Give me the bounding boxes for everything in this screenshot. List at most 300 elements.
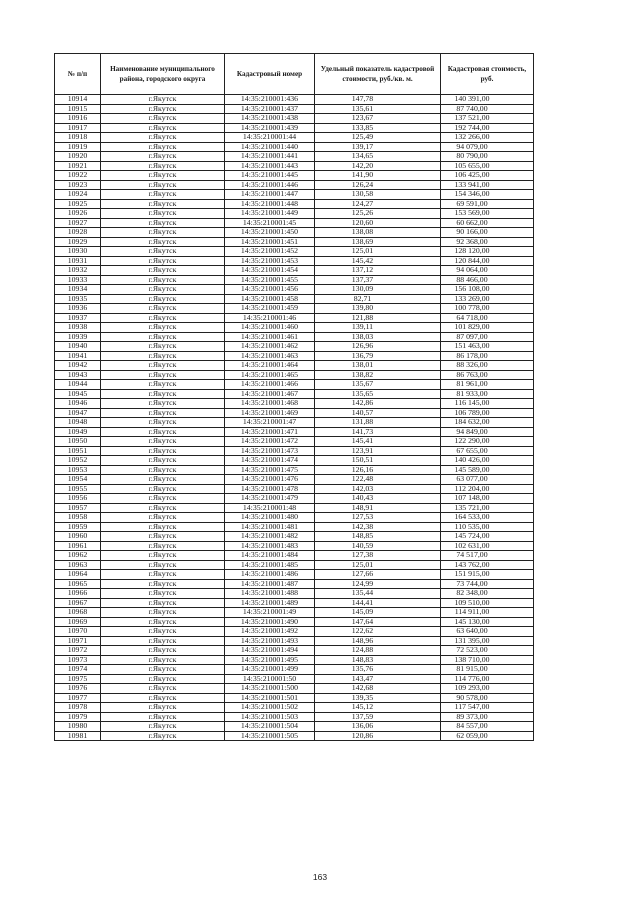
cadastral-value-cell: 112 204,00 (441, 484, 534, 494)
cadastral-number-cell: 14:35:210001:465 (225, 370, 315, 380)
specific-value-cell: 142,86 (315, 399, 441, 409)
municipality-cell: г.Якутск (101, 180, 225, 190)
cadastral-value-cell: 114 776,00 (441, 674, 534, 684)
table-row (55, 256, 534, 266)
row-number-cell: 10975 (55, 674, 101, 684)
cadastral-value-cell: 90 166,00 (441, 228, 534, 238)
specific-value-cell: 135,44 (315, 589, 441, 599)
row-number-cell: 10928 (55, 228, 101, 238)
cadastral-value-cell: 154 346,00 (441, 190, 534, 200)
cadastral-value-cell: 81 933,00 (441, 389, 534, 399)
table-row (55, 484, 534, 494)
cadastral-value-cell: 69 591,00 (441, 199, 534, 209)
municipality-cell: г.Якутск (101, 304, 225, 314)
table-row (55, 693, 534, 703)
specific-value-cell: 120,86 (315, 731, 441, 741)
cadastral-number-cell: 14:35:210001:458 (225, 294, 315, 304)
row-number-cell: 10950 (55, 437, 101, 447)
cadastral-number-cell: 14:35:210001:494 (225, 646, 315, 656)
municipality-cell: г.Якутск (101, 237, 225, 247)
row-number-cell: 10972 (55, 646, 101, 656)
table-row (55, 418, 534, 428)
cadastral-number-cell: 14:35:210001:464 (225, 361, 315, 371)
cadastral-number-cell: 14:35:210001:479 (225, 494, 315, 504)
municipality-cell: г.Якутск (101, 655, 225, 665)
cadastral-number-cell: 14:35:210001:451 (225, 237, 315, 247)
row-number-cell: 10973 (55, 655, 101, 665)
cadastral-value-cell: 140 426,00 (441, 456, 534, 466)
cadastral-value-cell: 92 368,00 (441, 237, 534, 247)
municipality-cell: г.Якутск (101, 228, 225, 238)
specific-value-cell: 124,99 (315, 579, 441, 589)
municipality-cell: г.Якутск (101, 579, 225, 589)
row-number-cell: 10926 (55, 209, 101, 219)
municipality-cell: г.Якутск (101, 332, 225, 342)
cadastral-value-cell: 88 326,00 (441, 361, 534, 371)
row-number-cell: 10969 (55, 617, 101, 627)
header-municipality: Наименование муниципального района, городского округа (101, 54, 225, 95)
cadastral-value-cell: 151 463,00 (441, 342, 534, 352)
table-header-row (55, 54, 534, 95)
specific-value-cell: 140,59 (315, 541, 441, 551)
row-number-cell: 10944 (55, 380, 101, 390)
specific-value-cell: 134,65 (315, 152, 441, 162)
table-row (55, 399, 534, 409)
cadastral-number-cell: 14:35:210001:45 (225, 218, 315, 228)
municipality-cell: г.Якутск (101, 494, 225, 504)
specific-value-cell: 137,12 (315, 266, 441, 276)
cadastral-number-cell: 14:35:210001:455 (225, 275, 315, 285)
row-number-cell: 10936 (55, 304, 101, 314)
table-row (55, 180, 534, 190)
row-number-cell: 10976 (55, 684, 101, 694)
table-row (55, 532, 534, 542)
row-number-cell: 10930 (55, 247, 101, 257)
municipality-cell: г.Якутск (101, 408, 225, 418)
cadastral-number-cell: 14:35:210001:495 (225, 655, 315, 665)
cadastral-value-cell: 145 130,00 (441, 617, 534, 627)
row-number-cell: 10974 (55, 665, 101, 675)
specific-value-cell: 135,61 (315, 104, 441, 114)
cadastral-value-cell: 120 844,00 (441, 256, 534, 266)
cadastral-number-cell: 14:35:210001:440 (225, 142, 315, 152)
cadastral-number-cell: 14:35:210001:501 (225, 693, 315, 703)
table-row (55, 589, 534, 599)
table-row (55, 380, 534, 390)
table-row (55, 275, 534, 285)
row-number-cell: 10920 (55, 152, 101, 162)
row-number-cell: 10942 (55, 361, 101, 371)
row-number-cell: 10958 (55, 513, 101, 523)
row-number-cell: 10962 (55, 551, 101, 561)
municipality-cell: г.Якутск (101, 522, 225, 532)
row-number-cell: 10943 (55, 370, 101, 380)
cadastral-number-cell: 14:35:210001:493 (225, 636, 315, 646)
cadastral-value-cell: 143 762,00 (441, 560, 534, 570)
header-row-number: № п/п (55, 54, 101, 95)
cadastral-value-cell: 73 744,00 (441, 579, 534, 589)
municipality-cell: г.Якутск (101, 598, 225, 608)
row-number-cell: 10953 (55, 465, 101, 475)
table-row (55, 636, 534, 646)
table-row (55, 304, 534, 314)
specific-value-cell: 139,80 (315, 304, 441, 314)
specific-value-cell: 140,57 (315, 408, 441, 418)
table-row (55, 323, 534, 333)
row-number-cell: 10922 (55, 171, 101, 181)
municipality-cell: г.Якутск (101, 247, 225, 257)
municipality-cell: г.Якутск (101, 465, 225, 475)
row-number-cell: 10945 (55, 389, 101, 399)
specific-value-cell: 142,68 (315, 684, 441, 694)
table-row (55, 161, 534, 171)
cadastral-value-table (54, 53, 534, 741)
cadastral-value-cell: 82 348,00 (441, 589, 534, 599)
cadastral-number-cell: 14:35:210001:459 (225, 304, 315, 314)
municipality-cell: г.Якутск (101, 323, 225, 333)
row-number-cell: 10914 (55, 95, 101, 105)
table-row (55, 494, 534, 504)
specific-value-cell: 135,76 (315, 665, 441, 675)
specific-value-cell: 137,59 (315, 712, 441, 722)
row-number-cell: 10980 (55, 722, 101, 732)
cadastral-value-cell: 94 064,00 (441, 266, 534, 276)
cadastral-value-cell: 145 589,00 (441, 465, 534, 475)
row-number-cell: 10915 (55, 104, 101, 114)
cadastral-number-cell: 14:35:210001:447 (225, 190, 315, 200)
row-number-cell: 10932 (55, 266, 101, 276)
specific-value-cell: 142,03 (315, 484, 441, 494)
cadastral-number-cell: 14:35:210001:478 (225, 484, 315, 494)
table-row (55, 95, 534, 105)
table-row (55, 503, 534, 513)
specific-value-cell: 142,20 (315, 161, 441, 171)
cadastral-number-cell: 14:35:210001:490 (225, 617, 315, 627)
specific-value-cell: 133,85 (315, 123, 441, 133)
cadastral-number-cell: 14:35:210001:471 (225, 427, 315, 437)
table-row (55, 665, 534, 675)
row-number-cell: 10917 (55, 123, 101, 133)
cadastral-number-cell: 14:35:210001:476 (225, 475, 315, 485)
table-row (55, 351, 534, 361)
specific-value-cell: 135,67 (315, 380, 441, 390)
specific-value-cell: 130,58 (315, 190, 441, 200)
table-row (55, 617, 534, 627)
row-number-cell: 10941 (55, 351, 101, 361)
specific-value-cell: 137,37 (315, 275, 441, 285)
cadastral-number-cell: 14:35:210001:469 (225, 408, 315, 418)
cadastral-value-cell: 63 640,00 (441, 627, 534, 637)
cadastral-value-cell: 62 059,00 (441, 731, 534, 741)
municipality-cell: г.Якутск (101, 674, 225, 684)
cadastral-value-cell: 74 517,00 (441, 551, 534, 561)
row-number-cell: 10938 (55, 323, 101, 333)
cadastral-number-cell: 14:35:210001:504 (225, 722, 315, 732)
table-row (55, 294, 534, 304)
municipality-cell: г.Якутск (101, 446, 225, 456)
row-number-cell: 10956 (55, 494, 101, 504)
cadastral-number-cell: 14:35:210001:505 (225, 731, 315, 741)
cadastral-number-cell: 14:35:210001:486 (225, 570, 315, 580)
specific-value-cell: 124,27 (315, 199, 441, 209)
table-row (55, 247, 534, 257)
cadastral-number-cell: 14:35:210001:481 (225, 522, 315, 532)
row-number-cell: 10921 (55, 161, 101, 171)
cadastral-number-cell: 14:35:210001:449 (225, 209, 315, 219)
header-cadastral-value: Кадастровая стоимость, руб. (441, 54, 534, 95)
row-number-cell: 10939 (55, 332, 101, 342)
specific-value-cell: 148,91 (315, 503, 441, 513)
cadastral-number-cell: 14:35:210001:456 (225, 285, 315, 295)
cadastral-value-cell: 88 466,00 (441, 275, 534, 285)
municipality-cell: г.Якутск (101, 475, 225, 485)
cadastral-number-cell: 14:35:210001:483 (225, 541, 315, 551)
cadastral-value-cell: 102 631,00 (441, 541, 534, 551)
row-number-cell: 10929 (55, 237, 101, 247)
table-row (55, 570, 534, 580)
table-row (55, 560, 534, 570)
municipality-cell: г.Якутск (101, 570, 225, 580)
cadastral-number-cell: 14:35:210001:467 (225, 389, 315, 399)
municipality-cell: г.Якутск (101, 684, 225, 694)
cadastral-number-cell: 14:35:210001:445 (225, 171, 315, 181)
row-number-cell: 10978 (55, 703, 101, 713)
municipality-cell: г.Якутск (101, 142, 225, 152)
cadastral-value-cell: 164 533,00 (441, 513, 534, 523)
table-row (55, 608, 534, 618)
table-row (55, 171, 534, 181)
row-number-cell: 10925 (55, 199, 101, 209)
specific-value-cell: 145,12 (315, 703, 441, 713)
table-row (55, 551, 534, 561)
table-row (55, 133, 534, 143)
cadastral-number-cell: 14:35:210001:436 (225, 95, 315, 105)
specific-value-cell: 148,85 (315, 532, 441, 542)
municipality-cell: г.Якутск (101, 256, 225, 266)
cadastral-value-cell: 72 523,00 (441, 646, 534, 656)
row-number-cell: 10931 (55, 256, 101, 266)
specific-value-cell: 142,38 (315, 522, 441, 532)
specific-value-cell: 139,17 (315, 142, 441, 152)
municipality-cell: г.Якутск (101, 294, 225, 304)
row-number-cell: 10966 (55, 589, 101, 599)
cadastral-number-cell: 14:35:210001:446 (225, 180, 315, 190)
cadastral-number-cell: 14:35:210001:487 (225, 579, 315, 589)
specific-value-cell: 130,09 (315, 285, 441, 295)
header-specific-value: Удельный показатель кадастровой стоимости, руб./кв. м. (315, 54, 441, 95)
specific-value-cell: 145,41 (315, 437, 441, 447)
municipality-cell: г.Якутск (101, 199, 225, 209)
cadastral-value-cell: 109 510,00 (441, 598, 534, 608)
municipality-cell: г.Якутск (101, 484, 225, 494)
cadastral-number-cell: 14:35:210001:452 (225, 247, 315, 257)
table-row (55, 579, 534, 589)
row-number-cell: 10924 (55, 190, 101, 200)
specific-value-cell: 148,83 (315, 655, 441, 665)
municipality-cell: г.Якутск (101, 171, 225, 181)
row-number-cell: 10918 (55, 133, 101, 143)
table-row (55, 361, 534, 371)
specific-value-cell: 127,66 (315, 570, 441, 580)
table-row (55, 513, 534, 523)
cadastral-number-cell: 14:35:210001:484 (225, 551, 315, 561)
specific-value-cell: 127,53 (315, 513, 441, 523)
specific-value-cell: 82,71 (315, 294, 441, 304)
municipality-cell: г.Якутск (101, 418, 225, 428)
cadastral-value-cell: 63 077,00 (441, 475, 534, 485)
cadastral-number-cell: 14:35:210001:492 (225, 627, 315, 637)
cadastral-value-cell: 64 718,00 (441, 313, 534, 323)
cadastral-value-cell: 192 744,00 (441, 123, 534, 133)
municipality-cell: г.Якутск (101, 551, 225, 561)
specific-value-cell: 147,78 (315, 95, 441, 105)
cadastral-number-cell: 14:35:210001:474 (225, 456, 315, 466)
cadastral-value-cell: 67 655,00 (441, 446, 534, 456)
table-row (55, 389, 534, 399)
table-row (55, 465, 534, 475)
cadastral-value-cell: 109 293,00 (441, 684, 534, 694)
row-number-cell: 10952 (55, 456, 101, 466)
cadastral-value-cell: 89 373,00 (441, 712, 534, 722)
municipality-cell: г.Якутск (101, 218, 225, 228)
cadastral-value-cell: 101 829,00 (441, 323, 534, 333)
cadastral-number-cell: 14:35:210001:475 (225, 465, 315, 475)
cadastral-value-cell: 84 557,00 (441, 722, 534, 732)
specific-value-cell: 126,96 (315, 342, 441, 352)
municipality-cell: г.Якутск (101, 437, 225, 447)
cadastral-value-cell: 184 632,00 (441, 418, 534, 428)
table-row (55, 123, 534, 133)
specific-value-cell: 125,26 (315, 209, 441, 219)
row-number-cell: 10963 (55, 560, 101, 570)
header-cadastral-number: Кадастровый номер (225, 54, 315, 95)
cadastral-number-cell: 14:35:210001:46 (225, 313, 315, 323)
table-row (55, 266, 534, 276)
cadastral-value-cell: 114 911,00 (441, 608, 534, 618)
table-row (55, 541, 534, 551)
row-number-cell: 10981 (55, 731, 101, 741)
table-row (55, 437, 534, 447)
specific-value-cell: 124,88 (315, 646, 441, 656)
table-row (55, 627, 534, 637)
specific-value-cell: 125,01 (315, 247, 441, 257)
cadastral-number-cell: 14:35:210001:460 (225, 323, 315, 333)
row-number-cell: 10949 (55, 427, 101, 437)
cadastral-number-cell: 14:35:210001:454 (225, 266, 315, 276)
municipality-cell: г.Якутск (101, 285, 225, 295)
municipality-cell: г.Якутск (101, 275, 225, 285)
table-row (55, 199, 534, 209)
table-row (55, 190, 534, 200)
cadastral-number-cell: 14:35:210001:49 (225, 608, 315, 618)
table-row (55, 446, 534, 456)
specific-value-cell: 131,88 (315, 418, 441, 428)
cadastral-value-cell: 94 849,00 (441, 427, 534, 437)
row-number-cell: 10968 (55, 608, 101, 618)
cadastral-value-cell: 90 578,00 (441, 693, 534, 703)
specific-value-cell: 136,06 (315, 722, 441, 732)
cadastral-value-cell: 86 178,00 (441, 351, 534, 361)
cadastral-number-cell: 14:35:210001:44 (225, 133, 315, 143)
row-number-cell: 10970 (55, 627, 101, 637)
cadastral-value-cell: 110 535,00 (441, 522, 534, 532)
municipality-cell: г.Якутск (101, 266, 225, 276)
municipality-cell: г.Якутск (101, 456, 225, 466)
cadastral-value-cell: 81 915,00 (441, 665, 534, 675)
row-number-cell: 10919 (55, 142, 101, 152)
table-row (55, 228, 534, 238)
cadastral-value-cell: 131 395,00 (441, 636, 534, 646)
table-row (55, 114, 534, 124)
municipality-cell: г.Якутск (101, 703, 225, 713)
municipality-cell: г.Якутск (101, 95, 225, 105)
cadastral-number-cell: 14:35:210001:461 (225, 332, 315, 342)
municipality-cell: г.Якутск (101, 351, 225, 361)
cadastral-number-cell: 14:35:210001:443 (225, 161, 315, 171)
row-number-cell: 10979 (55, 712, 101, 722)
cadastral-value-cell: 94 079,00 (441, 142, 534, 152)
specific-value-cell: 138,69 (315, 237, 441, 247)
municipality-cell: г.Якутск (101, 104, 225, 114)
page-number: 163 (312, 872, 328, 882)
specific-value-cell: 136,79 (315, 351, 441, 361)
cadastral-number-cell: 14:35:210001:499 (225, 665, 315, 675)
cadastral-number-cell: 14:35:210001:500 (225, 684, 315, 694)
row-number-cell: 10934 (55, 285, 101, 295)
table-row (55, 655, 534, 665)
cadastral-value-cell: 151 915,00 (441, 570, 534, 580)
cadastral-value-cell: 86 763,00 (441, 370, 534, 380)
table-row (55, 674, 534, 684)
cadastral-number-cell: 14:35:210001:50 (225, 674, 315, 684)
cadastral-value-cell: 137 521,00 (441, 114, 534, 124)
municipality-cell: г.Якутск (101, 532, 225, 542)
cadastral-number-cell: 14:35:210001:450 (225, 228, 315, 238)
table-row (55, 237, 534, 247)
table-row (55, 731, 534, 741)
cadastral-value-cell: 140 391,00 (441, 95, 534, 105)
cadastral-number-cell: 14:35:210001:485 (225, 560, 315, 570)
cadastral-value-cell: 128 120,00 (441, 247, 534, 257)
municipality-cell: г.Якутск (101, 313, 225, 323)
specific-value-cell: 141,90 (315, 171, 441, 181)
specific-value-cell: 125,01 (315, 560, 441, 570)
cadastral-number-cell: 14:35:210001:437 (225, 104, 315, 114)
municipality-cell: г.Якутск (101, 513, 225, 523)
specific-value-cell: 127,38 (315, 551, 441, 561)
cadastral-value-cell: 122 290,00 (441, 437, 534, 447)
municipality-cell: г.Якутск (101, 380, 225, 390)
row-number-cell: 10948 (55, 418, 101, 428)
specific-value-cell: 141,73 (315, 427, 441, 437)
specific-value-cell: 138,82 (315, 370, 441, 380)
row-number-cell: 10933 (55, 275, 101, 285)
cadastral-number-cell: 14:35:210001:48 (225, 503, 315, 513)
cadastral-number-cell: 14:35:210001:480 (225, 513, 315, 523)
table-row (55, 408, 534, 418)
municipality-cell: г.Якутск (101, 133, 225, 143)
specific-value-cell: 145,42 (315, 256, 441, 266)
cadastral-value-cell: 135 721,00 (441, 503, 534, 513)
specific-value-cell: 148,96 (315, 636, 441, 646)
municipality-cell: г.Якутск (101, 608, 225, 618)
specific-value-cell: 139,35 (315, 693, 441, 703)
cadastral-value-cell: 106 789,00 (441, 408, 534, 418)
specific-value-cell: 135,65 (315, 389, 441, 399)
specific-value-cell: 123,67 (315, 114, 441, 124)
specific-value-cell: 126,16 (315, 465, 441, 475)
cadastral-number-cell: 14:35:210001:448 (225, 199, 315, 209)
